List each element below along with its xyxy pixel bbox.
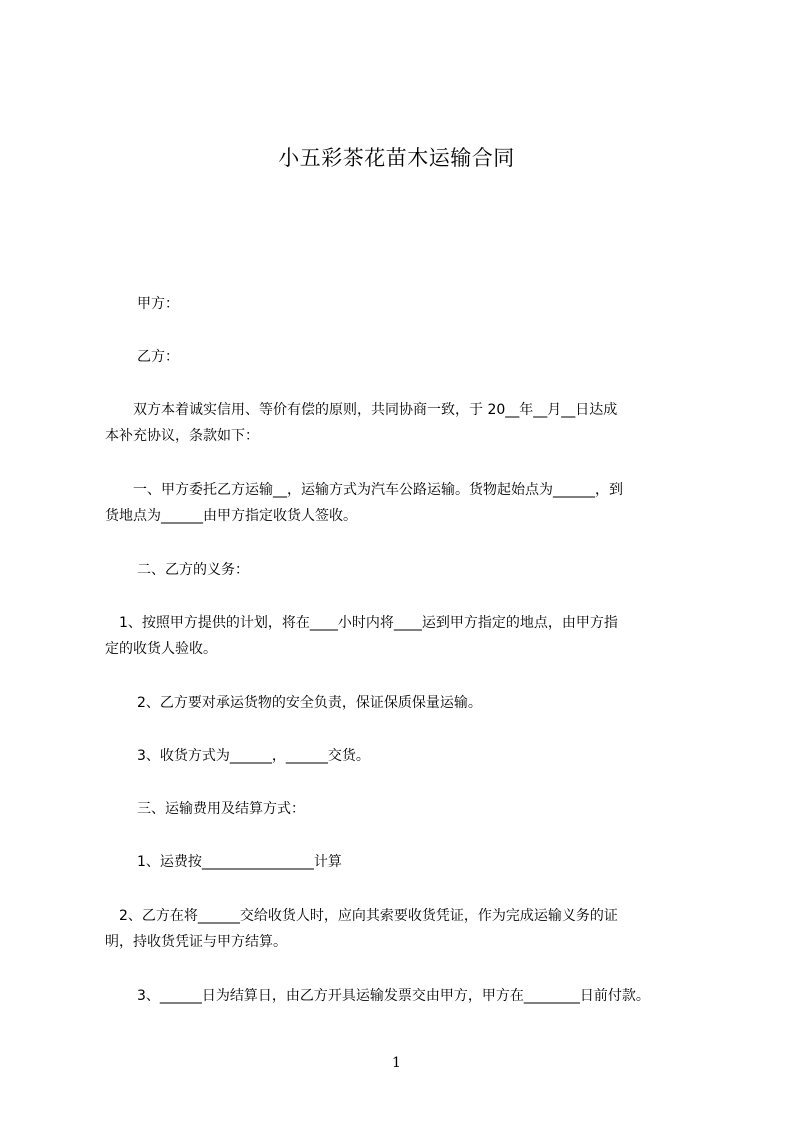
document-title: 小五彩茶花苗木运输合同: [278, 146, 515, 170]
section-2-heading: 二、乙方的义务：: [137, 562, 249, 578]
party-b-label: 乙方：: [137, 349, 179, 365]
clause-1-line-1: 一、甲方委托乙方运输__，运输方式为汽车公路运输。货物起始点为______，到: [105, 482, 623, 498]
section-3-heading: 三、运输费用及结算方式：: [137, 801, 305, 817]
item-2-3: 3、收货方式为______，______交货。: [137, 748, 370, 764]
intro-paragraph-line-1: 双方本着诚实信用、等价有偿的原则，共同协商一致，于 20__年__月__日达成: [105, 402, 618, 418]
page-number: 1: [392, 1055, 401, 1071]
party-a-label: 甲方：: [137, 296, 179, 312]
intro-paragraph-line-2: 本补充协议，条款如下：: [105, 428, 259, 444]
item-3-3: 3、______日为结算日，由乙方开具运输发票交由甲方，甲方在________日前付款。: [137, 988, 650, 1004]
item-3-2-line-2: 明，持收货凭证与甲方结算。: [105, 934, 287, 950]
clause-1-line-2: 货地点为______由甲方指定收货人签收。: [105, 508, 357, 524]
item-3-2-line-1: 2、乙方在将______交给收货人时，应向其索要收货凭证，作为完成运输义务的证: [105, 908, 618, 924]
item-2-2: 2、乙方要对承运货物的安全负责，保证保质保量运输。: [137, 695, 482, 711]
item-3-1: 1、运费按________________计算: [137, 854, 342, 870]
item-2-1-line-1: 1、按照甲方提供的计划，将在____小时内将____运到甲方指定的地点，由甲方指: [105, 615, 618, 631]
item-2-1-line-2: 定的收货人验收。: [105, 641, 217, 657]
